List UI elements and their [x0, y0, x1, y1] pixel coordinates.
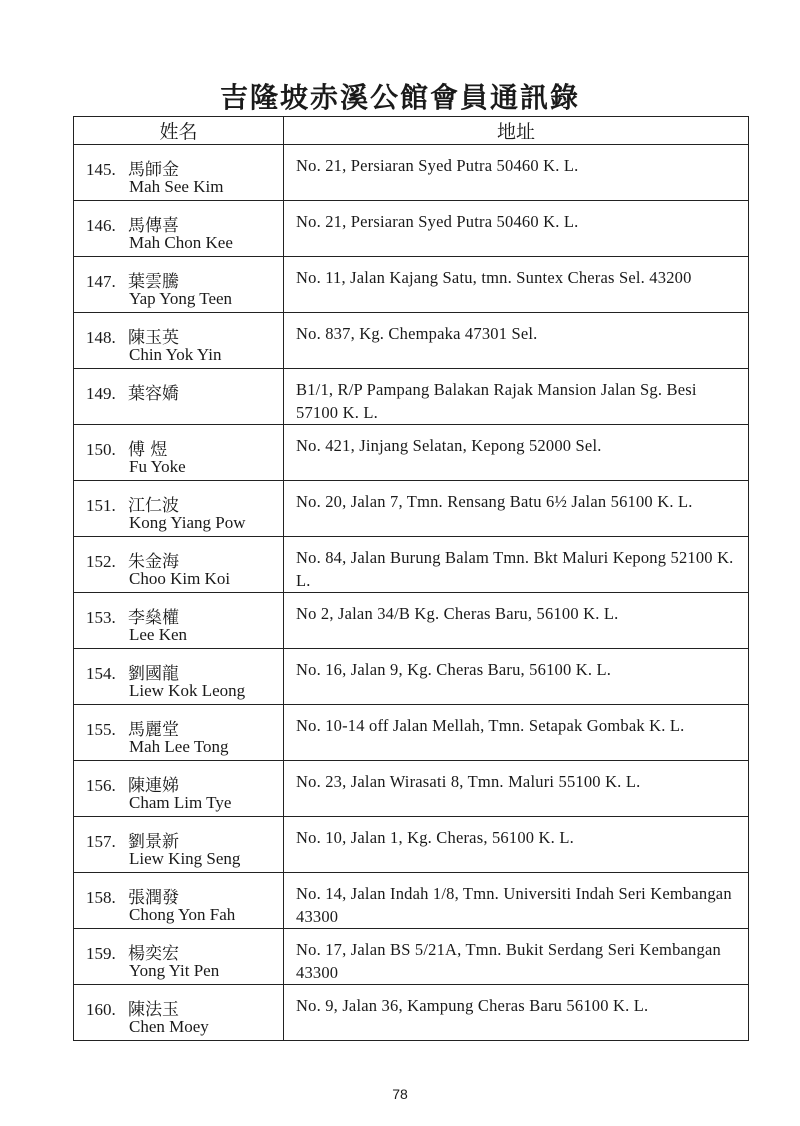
member-chinese-name: 葉雲騰: [128, 272, 179, 292]
member-english-name: Yong Yit Pen: [129, 961, 220, 980]
member-english-name: Mah See Kim: [129, 177, 224, 196]
member-number: 159.: [86, 944, 116, 963]
member-number: 149.: [86, 384, 116, 403]
member-english-name: Fu Yoke: [129, 457, 186, 476]
table-row: [74, 985, 749, 1041]
member-number: 152.: [86, 552, 116, 571]
member-name-cell: [74, 705, 284, 761]
member-name-cell: [74, 313, 284, 369]
member-number: 148.: [86, 328, 116, 347]
table-header-row: [74, 117, 749, 145]
member-address: No. 837, Kg. Chempaka 47301 Sel.: [296, 324, 538, 343]
member-address-cell: [284, 761, 749, 817]
member-name-cell: [74, 257, 284, 313]
member-name-cell: [74, 425, 284, 481]
member-address-cell: [284, 929, 749, 985]
member-address-cell: [284, 537, 749, 593]
table-row: [74, 201, 749, 257]
member-name-cell: [74, 649, 284, 705]
member-chinese-name: 劉景新: [128, 832, 179, 852]
member-name-cell: [74, 985, 284, 1041]
member-address: B1/1, R/P Pampang Balakan Rajak Mansion Jalan Sg. Besi 57100 K. L.: [296, 380, 697, 422]
member-address-cell: [284, 425, 749, 481]
member-address: No. 20, Jalan 7, Tmn. Rensang Batu 6½ Jalan 56100 K. L.: [296, 492, 693, 511]
member-name-cell: [74, 929, 284, 985]
member-address: No. 21, Persiaran Syed Putra 50460 K. L.: [296, 156, 579, 175]
page-number: 78: [392, 1086, 408, 1102]
member-english-name: Chen Moey: [129, 1017, 209, 1036]
table-row: [74, 929, 749, 985]
address-column-header: 地址: [284, 117, 749, 145]
member-number: 146.: [86, 216, 116, 235]
member-chinese-name: 朱金海: [128, 552, 179, 572]
member-address: No. 10, Jalan 1, Kg. Cheras, 56100 K. L.: [296, 828, 574, 847]
member-address-cell: [284, 481, 749, 537]
member-english-name: Yap Yong Teen: [129, 289, 233, 308]
member-chinese-name: 葉容嬌: [128, 384, 179, 404]
member-address-cell: [284, 817, 749, 873]
member-address-cell: [284, 649, 749, 705]
member-address-cell: [284, 145, 749, 201]
member-name-cell: [74, 145, 284, 201]
member-address: No. 17, Jalan BS 5/21A, Tmn. Bukit Serdang Seri Kembangan 43300: [296, 940, 721, 982]
member-english-name: Kong Yiang Pow: [129, 513, 246, 532]
member-address: No. 9, Jalan 36, Kampung Cheras Baru 56100 K. L.: [296, 996, 649, 1015]
name-column-header: 姓名: [74, 117, 284, 145]
member-address: No. 21, Persiaran Syed Putra 50460 K. L.: [296, 212, 579, 231]
member-name-cell: [74, 593, 284, 649]
member-address-cell: [284, 593, 749, 649]
member-number: 157.: [86, 832, 116, 851]
member-number: 154.: [86, 664, 116, 683]
member-name-cell: [74, 817, 284, 873]
member-chinese-name: 李燊權: [128, 608, 179, 628]
member-name-cell: [74, 537, 284, 593]
member-chinese-name: 張潤發: [128, 888, 179, 908]
member-address-cell: [284, 985, 749, 1041]
table-row: [74, 649, 749, 705]
table-row: [74, 761, 749, 817]
member-address: No. 10-14 off Jalan Mellah, Tmn. Setapak Gombak K. L.: [296, 716, 685, 735]
table-row: [74, 537, 749, 593]
member-address-cell: [284, 369, 749, 425]
member-number: 151.: [86, 496, 116, 515]
table-row: [74, 593, 749, 649]
member-number: 153.: [86, 608, 116, 627]
member-chinese-name: 陳法玉: [128, 1000, 179, 1020]
page-title: 吉隆坡赤溪公館會員通訊錄: [219, 81, 580, 114]
member-english-name: Chin Yok Yin: [129, 345, 222, 364]
member-name-cell: [74, 369, 284, 425]
member-directory-table: [73, 116, 749, 1041]
member-number: 147.: [86, 272, 116, 291]
table-row: [74, 425, 749, 481]
member-english-name: Mah Lee Tong: [129, 737, 229, 756]
member-english-name: Liew King Seng: [129, 849, 241, 868]
table-row: [74, 705, 749, 761]
member-address-cell: [284, 257, 749, 313]
member-number: 158.: [86, 888, 116, 907]
member-english-name: Chong Yon Fah: [129, 905, 236, 924]
member-address: No. 11, Jalan Kajang Satu, tmn. Suntex Cheras Sel. 43200: [296, 268, 692, 287]
member-address: No. 421, Jinjang Selatan, Kepong 52000 Sel.: [296, 436, 602, 455]
member-chinese-name: 陳玉英: [128, 328, 179, 348]
table-row: [74, 873, 749, 929]
member-chinese-name: 陳連娣: [128, 776, 179, 796]
member-name-cell: [74, 481, 284, 537]
table-row: [74, 369, 749, 425]
member-address-cell: [284, 873, 749, 929]
member-english-name: Choo Kim Koi: [129, 569, 231, 588]
table-row: [74, 145, 749, 201]
member-chinese-name: 楊奕宏: [128, 944, 179, 964]
member-number: 145.: [86, 160, 116, 179]
member-english-name: Lee Ken: [129, 625, 188, 644]
table-row: [74, 257, 749, 313]
member-chinese-name: 劉國龍: [128, 664, 179, 684]
table-row: [74, 817, 749, 873]
member-name-cell: [74, 201, 284, 257]
member-number-and-chinese-name: [86, 379, 179, 404]
table-row: [74, 481, 749, 537]
member-english-name: Liew Kok Leong: [129, 681, 246, 700]
member-address-cell: [284, 201, 749, 257]
member-address: No. 16, Jalan 9, Kg. Cheras Baru, 56100 K. L.: [296, 660, 612, 679]
member-address-cell: [284, 705, 749, 761]
member-address: No 2, Jalan 34/B Kg. Cheras Baru, 56100 K. L.: [296, 604, 619, 623]
member-chinese-name: 馬麗堂: [128, 720, 179, 740]
member-number: 150.: [86, 440, 116, 459]
member-address: No. 14, Jalan Indah 1/8, Tmn. Universiti Indah Seri Kembangan 43300: [296, 884, 732, 926]
member-chinese-name: 傅 煜: [128, 440, 168, 460]
member-english-name: Mah Chon Kee: [129, 233, 233, 252]
member-address: No. 23, Jalan Wirasati 8, Tmn. Maluri 55100 K. L.: [296, 772, 641, 791]
member-chinese-name: 江仁波: [128, 496, 179, 516]
member-name-cell: [74, 873, 284, 929]
member-number: 155.: [86, 720, 116, 739]
member-chinese-name: 馬師金: [128, 160, 179, 180]
member-chinese-name: 馬傳喜: [128, 216, 179, 236]
member-number: 160.: [86, 1000, 116, 1019]
member-address: No. 84, Jalan Burung Balam Tmn. Bkt Maluri Kepong 52100 K. L.: [296, 548, 734, 590]
member-english-name: Cham Lim Tye: [129, 793, 232, 812]
member-name-cell: [74, 761, 284, 817]
member-number: 156.: [86, 776, 116, 795]
member-address-cell: [284, 313, 749, 369]
table-row: [74, 313, 749, 369]
